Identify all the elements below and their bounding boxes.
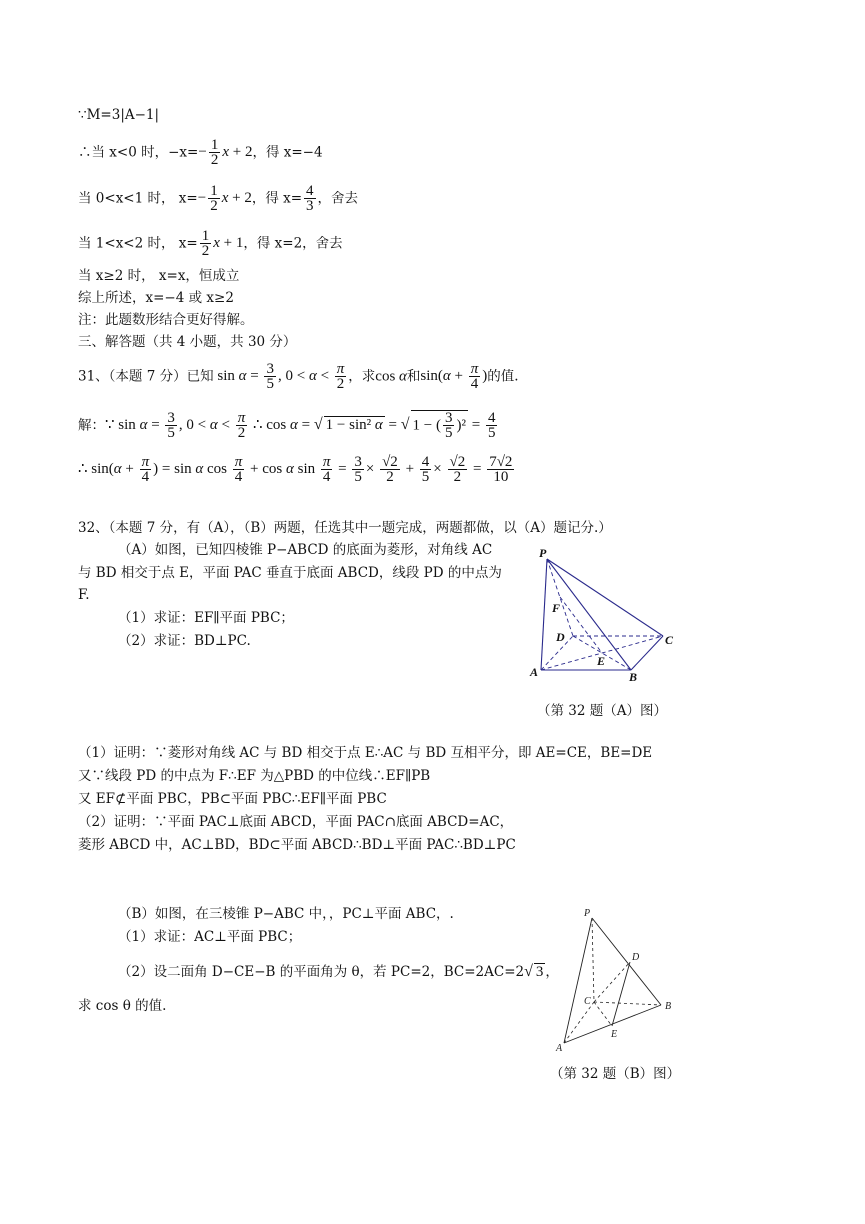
segment-ce	[594, 1002, 612, 1026]
label-c: C	[665, 633, 674, 647]
q32b-line1: （B）如图，在三棱锥 P−ABC 中，，PC⊥平面 ABC，.	[118, 906, 454, 922]
q32-header: 32、（本题 7 分，有（A），（B）两题，任选其中一题完成，两题都做，以（A）题记分.）	[78, 520, 612, 536]
case-x-ge-2: 当 x≥2 时， x=x，恒成立	[78, 268, 240, 284]
label-c: C	[584, 996, 591, 1007]
q31-statement: 31、（本题 7 分）已知 sin α = $\frac{3}{5}$ , 0 < α < $\frac{\pi}{2}$ ，求cos α和sin(α + $\frac{\pi}{4}$ )的值.	[78, 361, 519, 392]
edge-pc	[592, 918, 594, 1002]
case-1-2: 当 1<x<2 时， x= $\frac{1}{2}$ x + 1，得 x=2，舍去	[78, 228, 343, 259]
q32a-q2: （2）求证：BD⊥PC.	[118, 633, 251, 649]
label-d: D	[632, 952, 640, 963]
proof-line4: （2）证明：∵平面 PAC⊥底面 ABCD，平面 PAC∩底面 ABCD=AC，	[78, 814, 514, 830]
edge-bc	[631, 636, 663, 670]
proof-line5: 菱形 ABCD 中，AC⊥BD，BD⊂平面 ABCD∴BD⊥平面 PAC∴BD⊥PC	[78, 837, 516, 853]
line-m-def: ∵M=3|A−1|	[78, 107, 160, 123]
label-b: B	[629, 670, 638, 684]
proof-line2: 又∵线段 PD 的中点为 F∴EF 为△PBD 的中位线∴EF∥PB	[78, 768, 431, 784]
note-line: 注：此题数形结合更好得解。	[78, 312, 254, 328]
figure-b-caption: （第 32 题（B）图）	[550, 1066, 681, 1082]
edge-pc	[547, 559, 663, 636]
figure-b-tetrahedron	[550, 905, 685, 1055]
summary-line: 综上所述，x=−4 或 x≥2	[78, 290, 234, 306]
q32a-line2: 与 BD 相交于点 E，平面 PAC 垂直于底面 ABCD，线段 PD 的中点为	[78, 565, 502, 581]
q32b-q1: （1）求证：AC⊥平面 PBC；	[118, 929, 302, 945]
label-p: P	[539, 546, 547, 560]
figure-a-pyramid	[525, 545, 685, 685]
edge-cb	[594, 1002, 661, 1005]
q32a-line1: （A）如图，已知四棱锥 P−ABCD 的底面为菱形，对角线 AC	[118, 542, 493, 558]
q32a-q1: （1）求证：EF∥平面 PBC；	[118, 610, 294, 626]
segment-de	[612, 962, 630, 1026]
label-b: B	[665, 1001, 672, 1012]
q32a-line3: F.	[78, 587, 90, 603]
edge-pa	[564, 918, 592, 1043]
q32b-q2-line2: 求 cos θ 的值.	[78, 998, 167, 1014]
q32b-q2: （2）设二面角 D−CE−B 的平面角为 θ，若 PC=2，BC=2AC=2√ 3 ，	[118, 963, 559, 980]
q31-solution-line2: ∴ sin(α + $\frac{\pi}{4}$ ) = sin α cos $\frac{\pi}{4}$ + cos α sin $\frac{\pi}{4}$ = $\frac{3}{5}$ × $\frac{√2}{2}$ + $\frac{4}{5}$ × $\frac{√2}{2}$ = $\frac{7√2}{10}$	[78, 454, 513, 485]
segment-ef	[560, 597, 602, 653]
case-0-1: 当 0<x<1 时， x=− $\frac{1}{2}$ x + 2，得 x= $\frac{4}{3}$ ，舍去	[78, 183, 359, 214]
q31-solution-line1: 解：∵ sin α = $\frac{3}{5}$ , 0 < α < $\frac{\pi}{2}$ ∴ cos α = √ 1 − sin² α = √ 1 − ( $\frac{3}{5}$ )² = $\frac{4}{5}$	[78, 410, 496, 441]
label-a: A	[556, 1043, 563, 1054]
label-e: E	[611, 1029, 618, 1040]
proof-line1: （1）证明：∵菱形对角线 AC 与 BD 相交于点 E∴AC 与 BD 互相平分，即 AE=CE，BE=DE	[78, 745, 653, 761]
case-x-less-0: ∴当 x<0 时，−x=− $\frac{1}{2}$ x + 2，得 x=−4	[78, 137, 323, 168]
label-f: F	[552, 601, 561, 615]
label-a: A	[530, 665, 539, 679]
edge-pa	[541, 559, 547, 670]
section-heading: 三、解答题（共 4 小题，共 30 分）	[78, 334, 297, 350]
label-e: E	[597, 654, 606, 668]
edge-pb	[592, 918, 661, 1005]
figure-a-caption: （第 32 题（A）图）	[537, 703, 668, 719]
label-d: D	[556, 630, 565, 644]
proof-line3: 又 EF⊄平面 PBC，PB⊂平面 PBC∴EF∥平面 PBC	[78, 791, 387, 807]
label-p: P	[584, 908, 591, 919]
